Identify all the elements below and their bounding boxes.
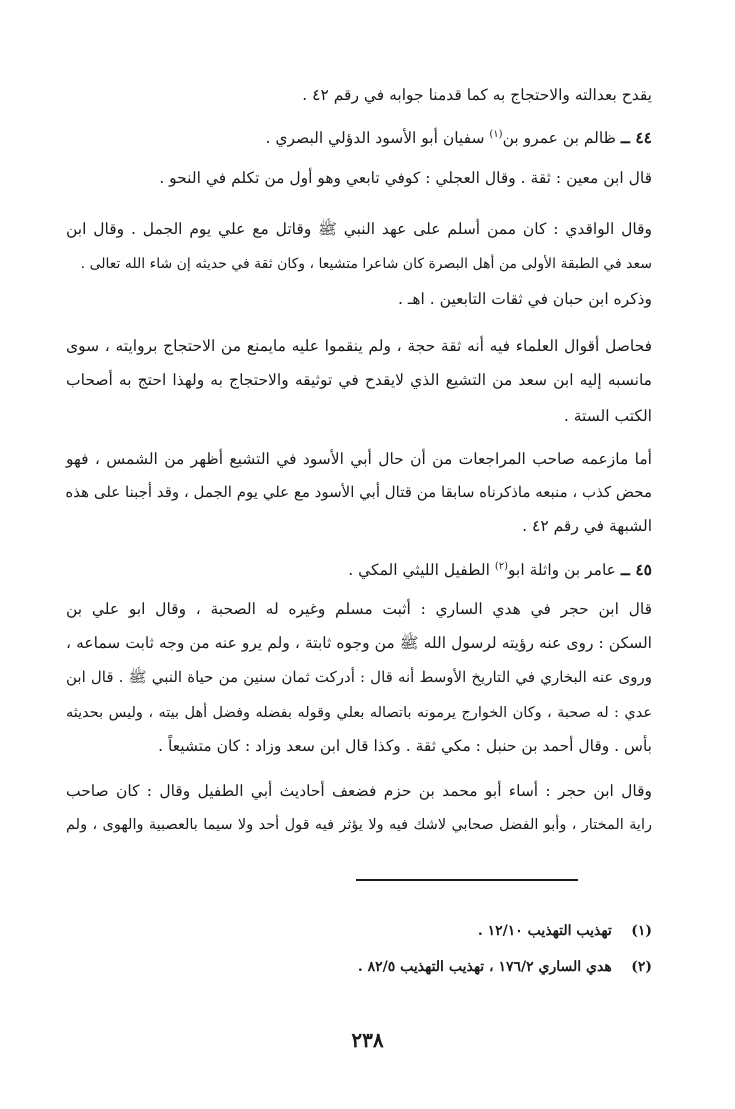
footnote-text: تهذيب التهذيب ١٢/١٠ .: [477, 923, 612, 939]
text-segment: سفيان أبو الأسود الدؤلي البصري .: [265, 129, 485, 148]
text-segment: عامر بن واثلة ابو: [508, 561, 616, 580]
entry-number: ٤٤ ــ: [620, 128, 652, 148]
text-line: وذكره ابن حبان في ثقات التابعين . اهـ .: [397, 290, 652, 308]
text-line: الشبهة في رقم ٤٢ .: [522, 517, 652, 535]
text-line: بأس . وقال أحمد بن حنبل : مكي ثقة . وكذا قال ابن سعد وزاد : كان متشيعاً .: [158, 737, 652, 755]
text-line: عدي : له صحبة ، وكان الخوارج يرمونه باتصاله بعلي وقوله بفضله وفضل أهل بيته ، وليس بحديثه: [66, 705, 652, 721]
text-line: محض كذب ، منبعه ماذكرناه سابقا من قتال أبي الأسود مع علي يوم الجمل ، وقد أجبنا على هذه: [65, 483, 652, 501]
footnote-divider: [356, 879, 578, 881]
text-line: وروى عنه البخاري في التاريخ الأوسط أنه قال : أدركت ثمان سنين من حياة النبي ﷺ . قال ابن: [66, 668, 652, 686]
entry-number: ٤٥ ــ: [620, 560, 652, 580]
text-line: قال ابن معين : ثقة . وقال العجلي : كوفي تابعي وهو أول من تكلم في النحو .: [159, 169, 652, 187]
text-line: مانسبه إليه ابن سعد من التشيع الذي لايقدح في توثيقه والاحتجاج به ولهذا احتج به أصحاب: [66, 371, 652, 389]
entry-heading-44: [265, 124, 652, 149]
text-line: أما مازعمه صاحب المراجعات من أن حال أبي الأسود في التشيع أظهر من الشمس ، فهو: [66, 450, 652, 468]
footnote-marker: (١): [631, 923, 652, 939]
text-line: وقال ابن حجر : أساء أبو محمد بن حزم فضعف أحاديث أبي الطفيل وقال : كان صاحب: [66, 782, 652, 800]
footnote-marker: (٢): [631, 959, 652, 975]
footnote: [478, 921, 652, 941]
text-line: راية المختار ، وأبو الفضل صحابي لاشك فيه ولا يؤثر فيه قول أحد ولا سيما بالعصبية والهوى ، ولم: [66, 817, 652, 833]
footnote: [358, 957, 652, 977]
footnote-text: هدي الساري ١٧٦/٢ ، تهذيب التهذيب ٨٢/٥ .: [357, 959, 612, 975]
page-number: ٢٣٨: [351, 1028, 384, 1052]
text-line: وقال الواقدي : كان ممن أسلم على عهد النبي ﷺ وقاتل مع علي يوم الجمل . وقال ابن: [66, 220, 652, 238]
text-segment: الطفيل الليثي المكي .: [348, 561, 490, 580]
text-segment: ظالم بن عمرو بن: [502, 129, 616, 148]
text-line: فحاصل أقوال العلماء فيه أنه ثقة حجة ، ولم ينقموا عليه مايمنع من الاحتجاج بروايته ، سوى: [66, 337, 652, 355]
footnote-ref: (٢): [494, 561, 509, 572]
footnote-ref: (١): [489, 129, 503, 140]
text-line: السكن : روى عنه رؤيته لرسول الله ﷺ من وجوه ثابتة ، ولم يرو عنه من وجه ثابت سماعه ،: [66, 634, 652, 652]
text-line: سعد في الطبقة الأولى من أهل البصرة كان شاعرا متشيعا ، وكان ثقة في حديثه إن شاء الله تعالى .: [80, 256, 652, 272]
text-line: الكتب الستة .: [563, 407, 652, 425]
text-line: يقدح بعدالته والاحتجاج به كما قدمنا جوابه في رقم ٤٢ .: [302, 86, 652, 104]
text-line: قال ابن حجر في هدي الساري : أثبت مسلم وغيره له الصحبة ، وقال ابو علي بن: [66, 600, 652, 618]
entry-heading-45: [348, 556, 652, 581]
